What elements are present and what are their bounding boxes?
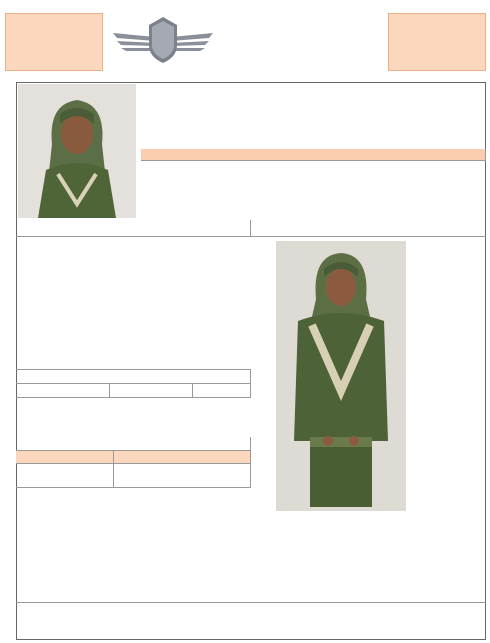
right-mobile-box — [388, 13, 486, 71]
company-name — [217, 15, 367, 55]
passport-table — [141, 149, 486, 161]
applicant-title-cell — [16, 220, 251, 237]
experience-title — [16, 437, 251, 451]
skills-table — [16, 602, 486, 603]
left-mobile-box — [5, 13, 103, 71]
applicant-photo-full — [276, 241, 406, 511]
applicant-photo-small — [18, 84, 136, 218]
experience-table — [16, 437, 251, 488]
left-mobile-3 — [6, 50, 102, 68]
languages-title — [16, 369, 251, 384]
cv-page — [5, 5, 486, 640]
left-mobile-1 — [6, 14, 102, 32]
languages-table — [16, 369, 251, 398]
contact-cell — [251, 220, 486, 237]
company-logo — [111, 11, 215, 69]
exp-col-period — [16, 451, 114, 464]
lang-col-arabic — [193, 384, 251, 398]
passport-title — [141, 149, 486, 161]
left-mobile-2 — [6, 32, 102, 50]
lang-col-english — [110, 384, 193, 398]
exp-col-country — [114, 451, 251, 464]
